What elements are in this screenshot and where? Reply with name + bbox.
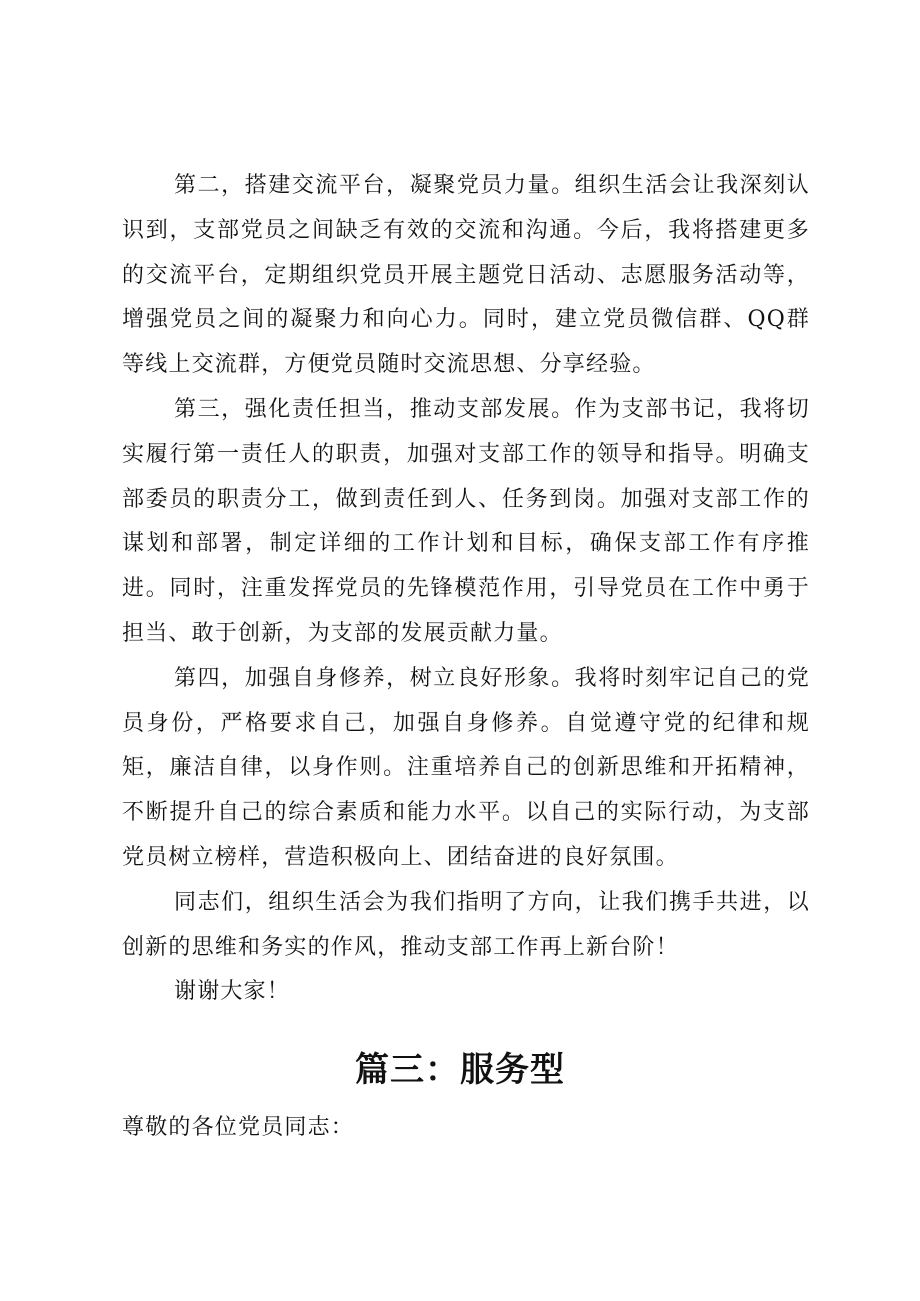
paragraph-fourth-point: 第四，加强自身修养，树立良好形象。我将时刻牢记自己的党员身份，严格要求自己，加强自身修养。自觉遵守党的纪律和规矩，廉洁自律，以身作则。注重培养自己的创新思维和开拓精神，不断提升自己的综合素质和能力水平。以自己的实际行动，为支部党员树立榜样，营造积极向上、团结奋进的良好氛围。 xyxy=(122,665,810,870)
paragraph-closing: 同志们，组织生活会为我们指明了方向，让我们携手共进，以创新的思维和务实的作风，推动支部工作再上新台阶！ xyxy=(122,889,810,960)
salutation: 尊敬的各位党员同志： xyxy=(122,1115,355,1140)
paragraph-second-point: 第二，搭建交流平台，凝聚党员力量。组织生活会让我深刻认识到，支部党员之间缺乏有效的交流和沟通。今后，我将搭建更多的交流平台，定期组织党员开展主题党日活动、志愿服务活动等，增强党员之间的凝聚力和向心力。同时，建立党员微信群、QQ群等线上交流群，方便党员随时交流思想、分享经验。 xyxy=(122,173,810,378)
body-text xyxy=(122,164,810,1015)
paragraph-thanks: 谢谢大家！ xyxy=(174,979,291,1005)
section-title: 篇三：服务型 xyxy=(355,1050,565,1090)
paragraph-third-point: 第三，强化责任担当，推动支部发展。作为支部书记，我将切实履行第一责任人的职责，加强对支部工作的领导和指导。明确支部委员的职责分工，做到责任到人、任务到岗。加强对支部工作的谋划和部署，制定详细的工作计划和目标，确保支部工作有序推进。同时，注重发挥党员的先锋模范作用，引导党员在工作中勇于担当、敢于创新，为支部的发展贡献力量。 xyxy=(122,396,810,646)
